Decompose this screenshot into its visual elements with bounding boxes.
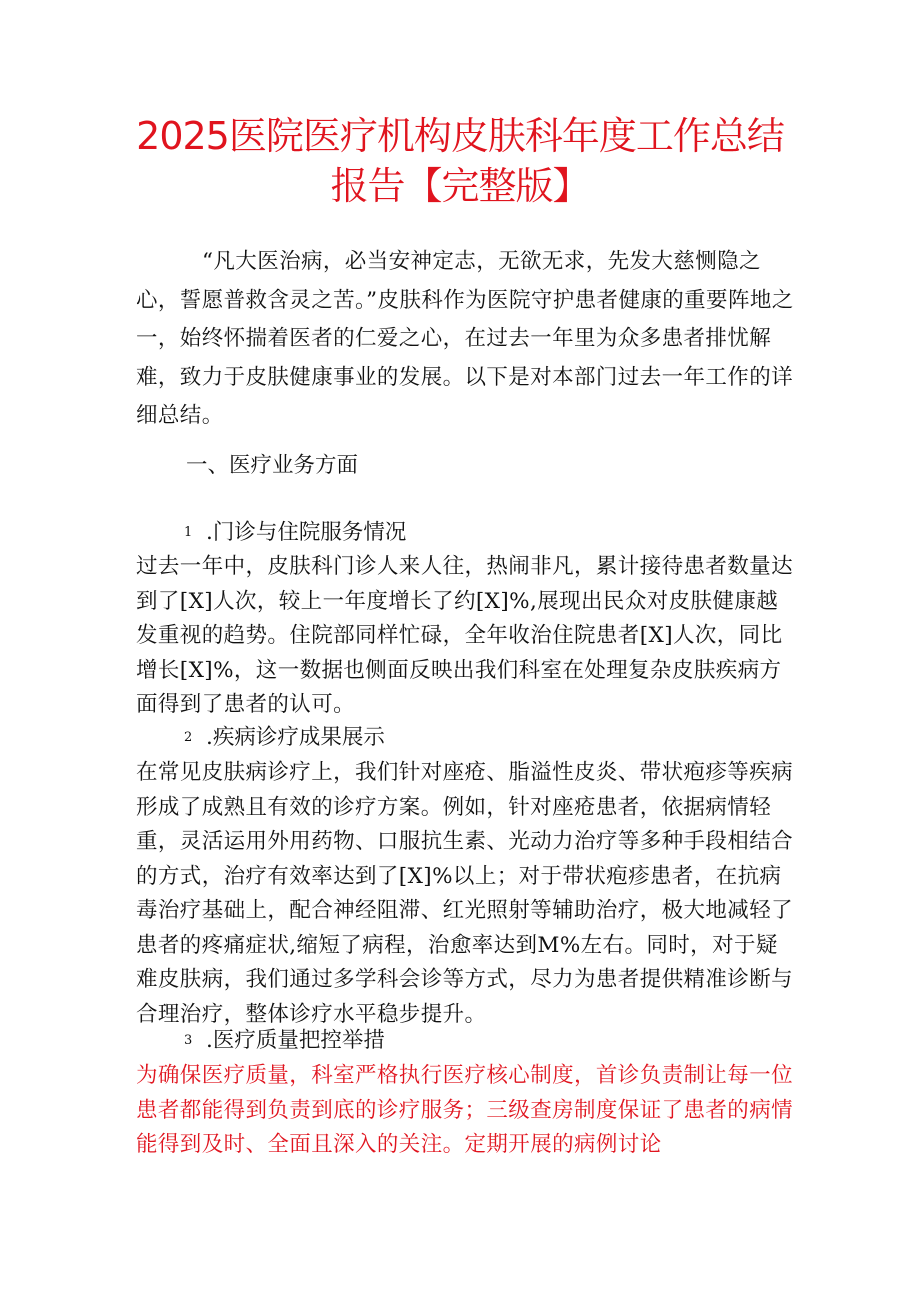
document-title-line-2: 报告【完整版】 (330, 164, 590, 208)
subsection-number: 1 (184, 525, 193, 540)
subsection-title: .疾病诊疗成果展示 (206, 725, 385, 750)
subsection-body-2: 在常见皮肤病诊疗上，我们针对座疮、脂溢性皮炎、带状疱疹等疾病形成了成熟且有效的诊疗方案。例如，针对座疮患者，依据病情轻重，灵活运用外用药物、口服抗生素、光动力治疗等多种手段相结合的方式，治疗有效率达到了[X]%以上；对于带状疱疹患者，在抗病毒治疗基础上，配合神经阻滞、红光照射等辅助治疗，极大地减轻了患者的疼痛症状,缩短了病程，治愈率达到M%左右。同时，对于疑难皮肤病，我们通过多学科会诊等方式，尽力为患者提供精准诊断与合理治疗，整体诊疗水平稳步提升。 (136, 760, 794, 1027)
subsection-number: 2 (184, 730, 193, 745)
subsection-title: .门诊与住院服务情况 (206, 520, 407, 545)
section-heading-medical-business: 一、医疗业务方面 (186, 453, 359, 478)
document-title-line-1: 2025医院医疗机构皮肤科年度工作总结 (136, 114, 784, 158)
subsection-heading-1 (184, 518, 406, 548)
subsection-number: 3 (184, 1033, 193, 1048)
subsection-heading-3 (184, 1026, 385, 1056)
subsection-body-3: 为确保医疗质量，科室严格执行医疗核心制度，首诊负责制让每一位患者都能得到负责到底的诊疗服务；三级查房制度保证了患者的病情能得到及时、全面且深入的关注。定期开展的病例讨论 (136, 1063, 794, 1157)
subsection-title: .医疗质量把控举措 (206, 1028, 385, 1053)
intro-paragraph: “凡大医治病，必当安神定志，无欲无求，先发大慈恻隐之心，誓愿普救含灵之苦。”皮肤科作为医院守护患者健康的重要阵地之一，始终怀揣着医者的仁爱之心，在过去一年里为众多患者排忧解难，致力于皮肤健康事业的发展。以下是对本部门过去一年工作的详细总结。 (136, 249, 794, 428)
subsection-body-1: 过去一年中，皮肤科门诊人来人往，热闹非凡，累计接待患者数量达到了[X]人次，较上一年度增长了约[X]%,展现出民众对皮肤健康越发重视的趋势。住院部同样忙碌，全年收治住院患者[X]人次，同比增长[X]%，这一数据也侧面反映出我们科室在处理复杂皮肤疾病方面得到了患者的认可。 (136, 554, 794, 717)
subsection-heading-2 (184, 723, 385, 753)
